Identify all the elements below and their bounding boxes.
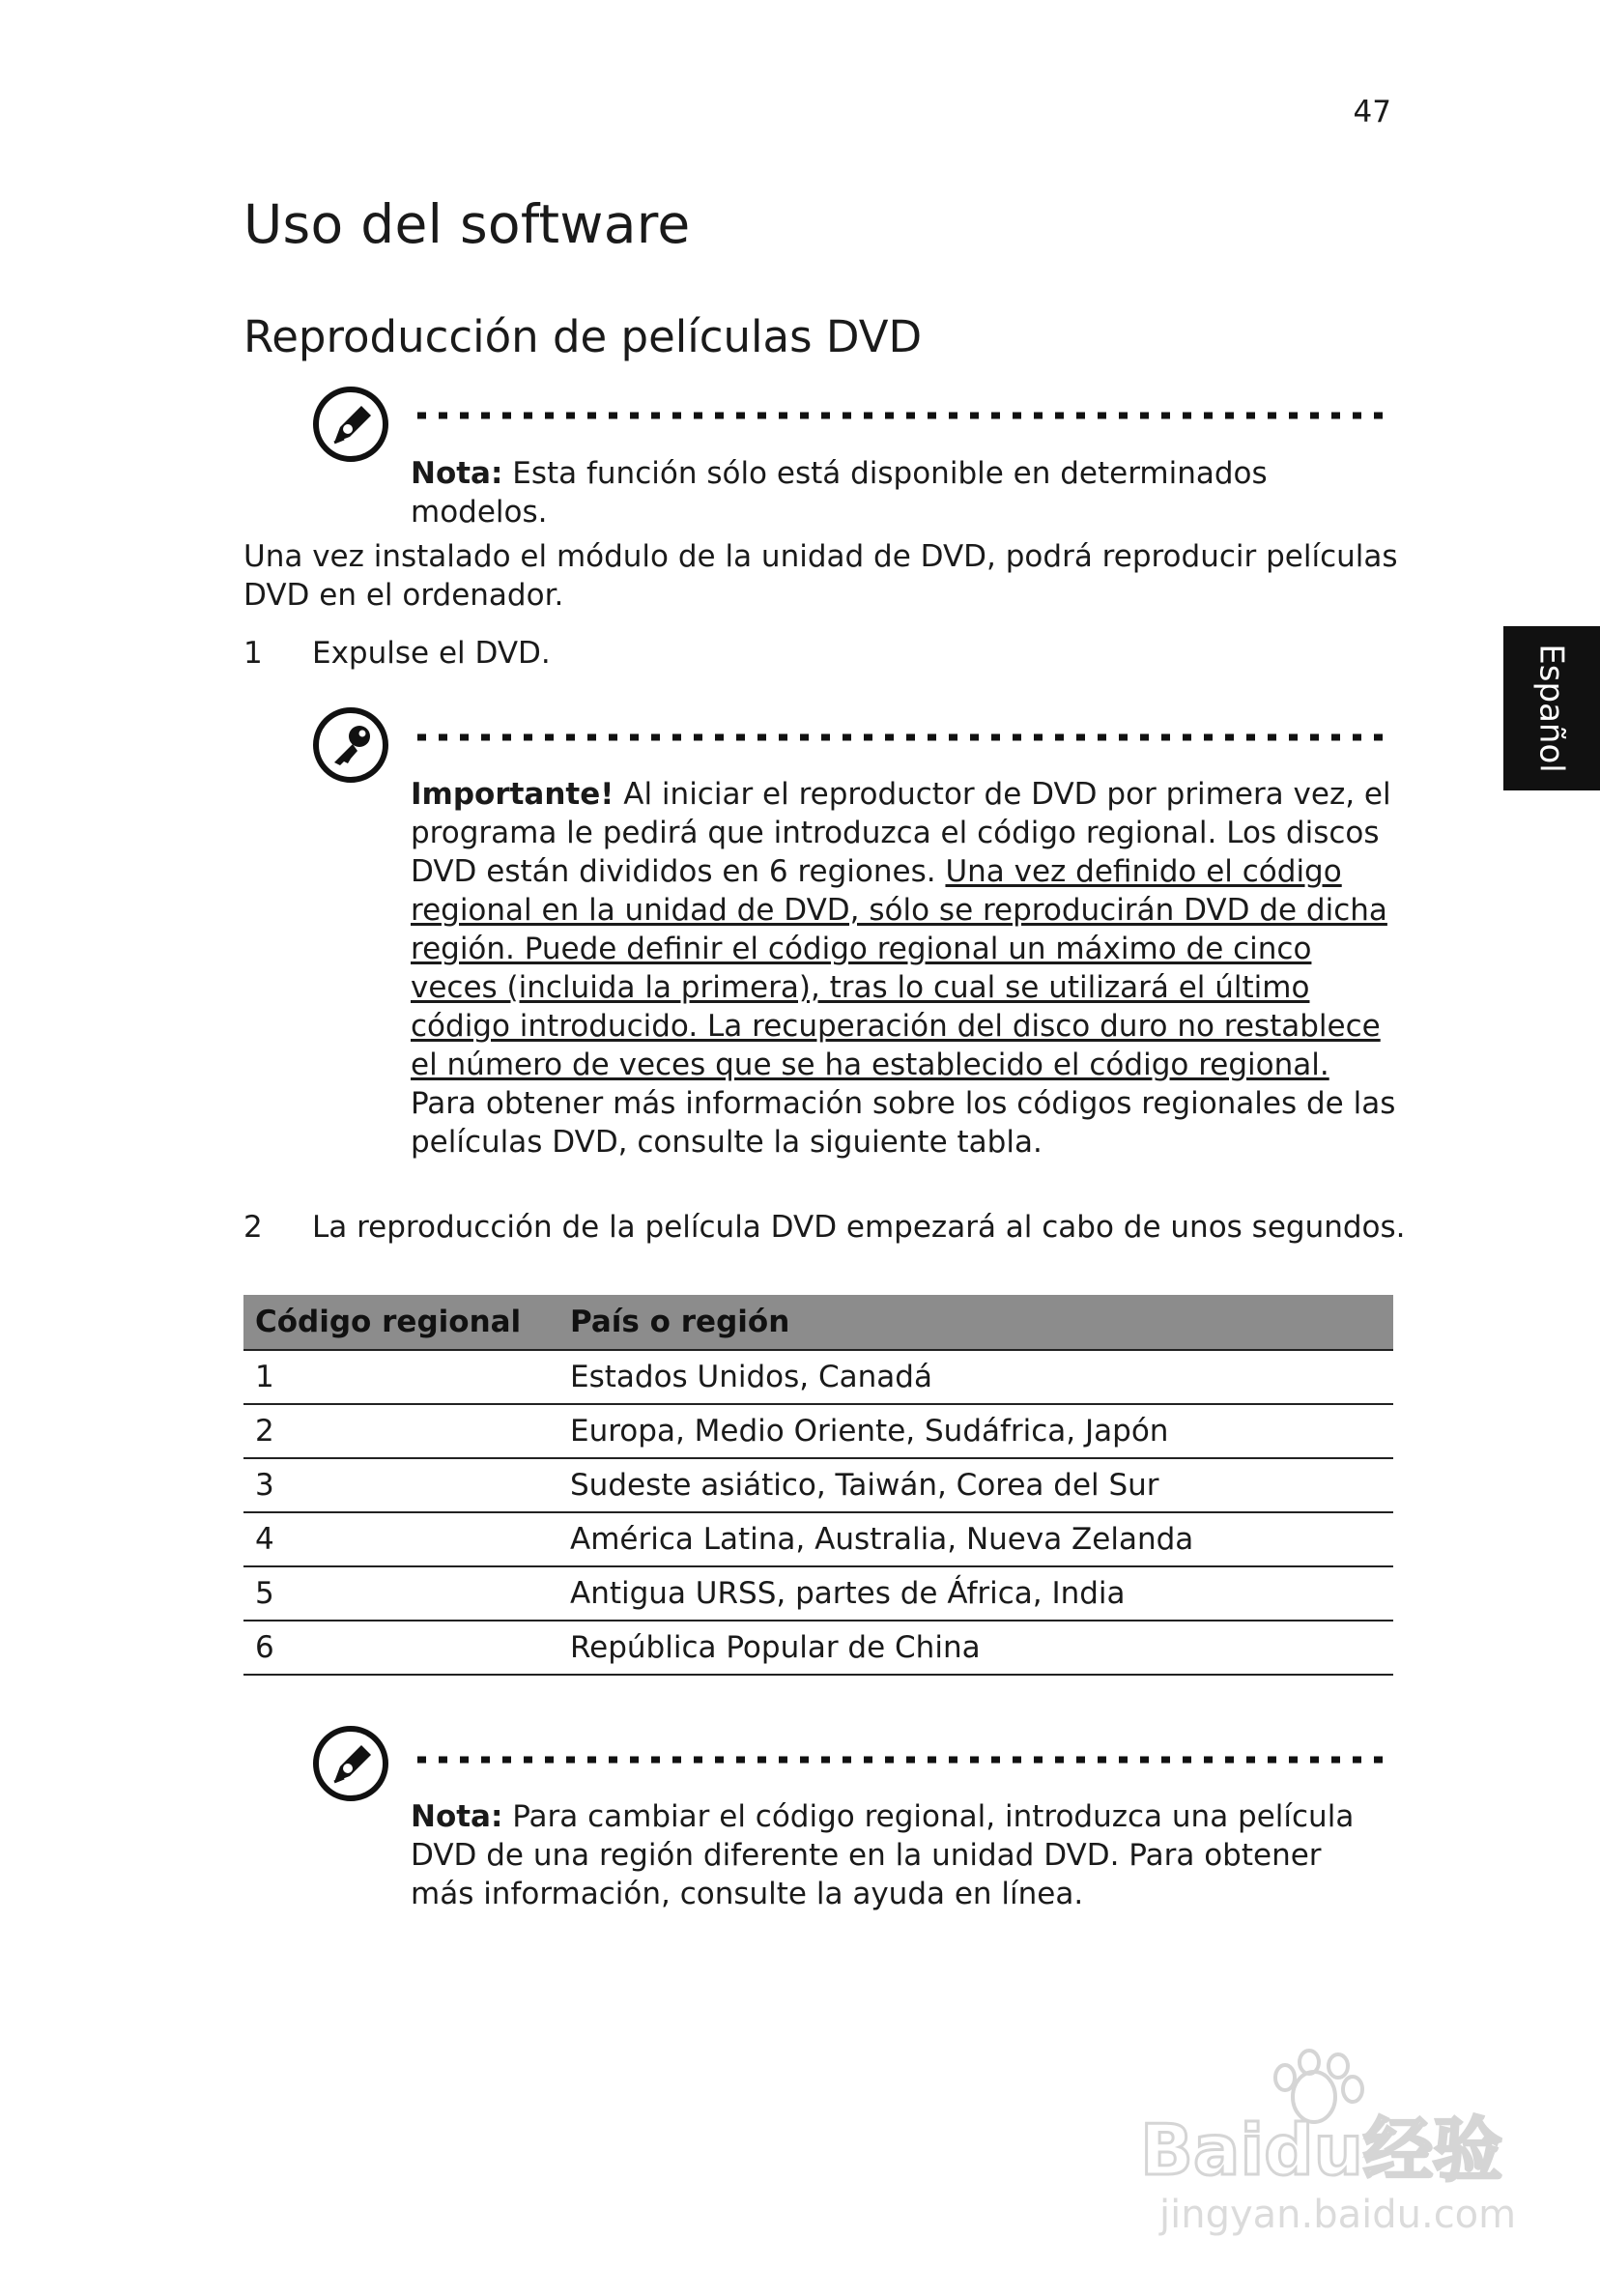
note-pen-icon: [311, 385, 390, 464]
important-divider: [414, 732, 1391, 743]
important-underlined-text: Una vez definido el código regional en la unidad de DVD, sólo se reproducirán DVD de dicha región. Puede definir el código regional un máximo de cinco veces (incluida la primera), tras lo cual se utilizará el último código introducido. La recuperación del disco duro no restablece el número de veces que se ha establecido el código regional.: [411, 854, 1387, 1082]
region-code-cell: 2: [243, 1404, 558, 1458]
table-row: [243, 1458, 1393, 1512]
section-title: Reproducción de películas DVD: [243, 311, 923, 362]
important-key-icon: [311, 705, 390, 785]
important-label: Importante!: [411, 777, 614, 812]
note-divider: [414, 410, 1391, 421]
side-tab-label: Español: [1532, 644, 1572, 773]
important-text: Al iniciar el reproductor de DVD por primera vez, el programa le pedirá que introduzca el código regional. Los discos DVD están divididos en 6 regiones.: [411, 777, 1391, 889]
important-note: [411, 775, 1396, 1162]
table-header-row: [243, 1295, 1393, 1350]
important-followup: Para obtener más información sobre los códigos regionales de las películas DVD, consulte la siguiente tabla.: [411, 1086, 1396, 1160]
header-country: País o región: [558, 1295, 1393, 1350]
table-row: [243, 1512, 1393, 1566]
country-cell: Europa, Medio Oriente, Sudáfrica, Japón: [558, 1404, 1393, 1458]
note-label: Nota:: [411, 456, 503, 491]
note-label: Nota:: [411, 1799, 503, 1834]
note-pen-icon: [311, 1724, 390, 1803]
baidu-watermark: [1121, 2049, 1527, 2242]
watermark-url: jingyan.baidu.com: [1159, 2193, 1517, 2237]
intro-paragraph: Una vez instalado el módulo de la unidad de DVD, podrá reproducir películas DVD en el ordenador.: [243, 539, 1398, 613]
step-2-text: La reproducción de la película DVD empezará al cabo de unos segundos.: [312, 1210, 1406, 1245]
country-cell: Estados Unidos, Canadá: [558, 1350, 1393, 1404]
country-cell: República Popular de China: [558, 1621, 1393, 1675]
step-1-text: Expulse el DVD.: [312, 636, 551, 671]
region-code-cell: 3: [243, 1458, 558, 1512]
step-2-number: 2: [243, 1210, 263, 1245]
region-code-cell: 4: [243, 1512, 558, 1566]
note-region-change: [411, 1797, 1377, 1913]
note-text: Para cambiar el código regional, introduzca una película DVD de una región diferente en la unidad DVD. Para obtener más información, consulte la ayuda en línea.: [411, 1799, 1355, 1911]
page-number: 47: [1353, 95, 1391, 129]
table-row: [243, 1621, 1393, 1675]
country-cell: América Latina, Australia, Nueva Zelanda: [558, 1512, 1393, 1566]
region-code-cell: 5: [243, 1566, 558, 1621]
table-row: [243, 1566, 1393, 1621]
page-title: Uso del software: [243, 193, 691, 255]
region-code-cell: 6: [243, 1621, 558, 1675]
note-divider: [414, 1754, 1391, 1765]
table-row: [243, 1404, 1393, 1458]
note-text: Esta función sólo está disponible en determinados modelos.: [411, 456, 1268, 530]
header-region-code: Código regional: [243, 1295, 558, 1350]
language-side-tab: [1503, 626, 1600, 790]
watermark-brand: Baidu经验: [1140, 2109, 1502, 2191]
region-code-table: [243, 1295, 1393, 1676]
note-availability: [411, 454, 1396, 531]
table-row: [243, 1350, 1393, 1404]
region-code-cell: 1: [243, 1350, 558, 1404]
country-cell: Antigua URSS, partes de África, India: [558, 1566, 1393, 1621]
step-1-number: 1: [243, 636, 263, 671]
country-cell: Sudeste asiático, Taiwán, Corea del Sur: [558, 1458, 1393, 1512]
